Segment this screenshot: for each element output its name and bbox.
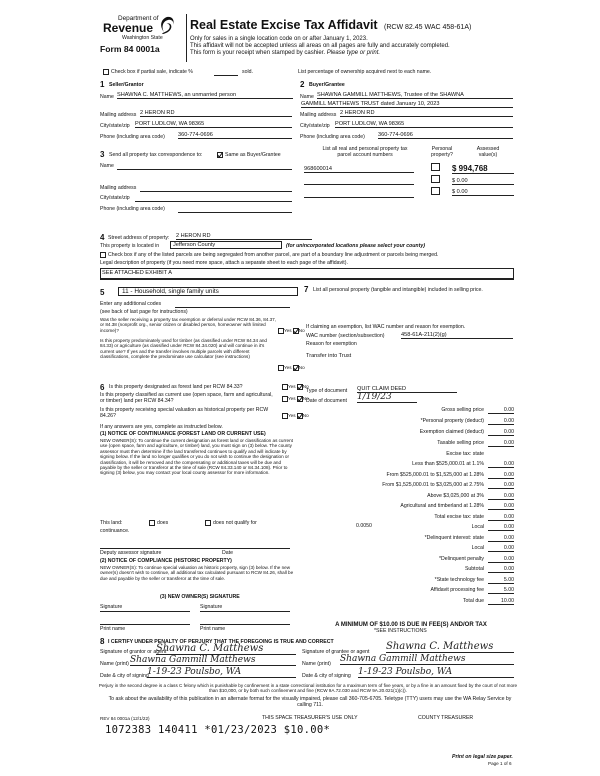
q1-yes-no: Yes No (278, 328, 305, 334)
grantee-name-print[interactable]: Shawna Gammill Matthews (340, 654, 514, 665)
s6q1-yes-no: Yes No (282, 384, 309, 390)
minimum-due-note: A MINIMUM OF $10.00 IS DUE IN FEE(S) AND/OR TAX (335, 622, 487, 628)
seller-address-label: Mailing address (100, 112, 137, 118)
revision-label: REV 84 0001a (12/1/22) (100, 716, 150, 721)
this-land-label: This land: (100, 520, 123, 526)
tax-row-value[interactable]: 0.00 (488, 461, 514, 468)
same-as-buyer-label: Same as Buyer/Grantee (225, 152, 281, 158)
new-owner-heading: (3) NEW OWNER(S) SIGNATURE (160, 594, 240, 600)
tax-row-label: Local (471, 524, 484, 530)
tax-row-label: *Personal property (deduct) (420, 418, 484, 424)
unincorporated-note: (for unincorporated locations please select your county) (286, 243, 425, 249)
corr-city-field[interactable] (135, 201, 292, 202)
tax-row-value[interactable]: 0.00 (488, 514, 514, 521)
deputy-date-label: Date (222, 550, 233, 556)
grantee-sig-label: Signature of grantee or agent (302, 649, 370, 655)
tax-row-value[interactable]: 5.00 (488, 587, 514, 594)
tax-row-value[interactable]: 0.00 (488, 493, 514, 500)
q2-no-checkbox[interactable] (293, 365, 299, 371)
statute: (RCW 82.45 WAC 458-61A) (384, 24, 472, 31)
check-mark-icon (297, 413, 303, 419)
note-receipt: This form is your receipt when stamped by cashier. Please type or print. (190, 50, 381, 56)
parcel-number-1[interactable]: 968600014 (304, 166, 414, 173)
grantor-name-label: Name (print) (100, 661, 129, 667)
parcel-number-2[interactable] (304, 184, 414, 185)
section-7-number: 7 (304, 285, 309, 294)
tax-row-label: Taxable selling price (437, 440, 484, 446)
section6-q1: Is this property designated as forest land per RCW 84.33? (109, 384, 243, 390)
dept-label: Department of (118, 15, 159, 22)
grantor-date-city[interactable]: 1-19-23 Poulsbo, WA (147, 667, 296, 678)
segregated-label: Check box if any of the listed parcels are being segregated from another parcel, are part of a boundary line adjustment or parcels being merged. (108, 252, 439, 258)
grantor-sig-label: Signature of grantor or agent (100, 649, 167, 655)
reason-field[interactable]: Transfer into Trust (306, 353, 352, 359)
note-not-accepted: This affidavit will not be accepted unless all areas on all pages are fully and accurately completed. (190, 43, 450, 49)
seller-phone-field[interactable]: 360-774-0696 (178, 132, 292, 139)
does-not-label: does not qualify for (213, 520, 257, 526)
s6q1-no-checkbox[interactable] (297, 384, 303, 390)
corr-phone-field[interactable] (178, 212, 292, 213)
county-treasurer-label: COUNTY TREASURER (418, 715, 474, 721)
tax-row-value[interactable]: 0.00 (488, 418, 514, 425)
legal-paper-note: Print on legal size paper. (452, 754, 513, 760)
section-2-number: 2 (300, 80, 305, 89)
s6q2-yes-checkbox[interactable] (282, 396, 288, 402)
grantor-name-print[interactable]: Shawna Gammill Matthews (130, 655, 296, 666)
tax-row-value[interactable]: 0.00 (488, 482, 514, 489)
s6q3-no-checkbox[interactable] (297, 413, 303, 419)
does-not-checkbox[interactable] (205, 520, 211, 526)
tax-row-label: Gross selling price (441, 407, 484, 413)
revenue-wordmark: Revenue (103, 21, 154, 35)
assessed-value-1[interactable]: $ 994,768 (452, 164, 514, 174)
tax-row-label: Total due (462, 598, 484, 604)
corr-name-label: Name (100, 163, 114, 169)
certify-statement: I CERTIFY UNDER PENALTY OF PERJURY THAT THE FOREGOING IS TRUE AND CORRECT (108, 639, 334, 645)
buyer-address-label: Mailing address (300, 112, 337, 118)
grantor-signature[interactable]: Shawna C. Matthews (156, 643, 296, 655)
street-address-label: Street address of property: (108, 235, 170, 241)
new-owner-signature-1[interactable] (100, 611, 190, 612)
legal-textarea-frame (100, 268, 514, 279)
assessed-value-3[interactable]: $ 0.00 (452, 189, 514, 196)
partial-sale-percent-field[interactable] (214, 75, 238, 76)
page-number: Page 1 of 6 (488, 761, 512, 766)
same-as-buyer-checkbox[interactable] (217, 152, 223, 158)
note-only-sales: Only for sales in a single location code on or after January 1, 2023. (190, 36, 368, 42)
section-4-number: 4 (100, 233, 105, 242)
check-mark-icon (217, 152, 223, 158)
sold-label: sold. (242, 69, 253, 75)
buyer-heading: Buyer/Grantee (309, 82, 345, 88)
notice2-heading: (2) NOTICE OF COMPLIANCE (HISTORIC PROPERTY) (100, 558, 232, 564)
s6q3-yes-checkbox[interactable] (282, 413, 288, 419)
treasurer-stamp: 1072383 140411 *01/23/2023 $10.00* (105, 724, 331, 736)
seller-address-field[interactable]: 2 HERON RD (140, 110, 292, 117)
deputy-signature-field[interactable] (100, 548, 290, 549)
section5-q1: Was the seller receiving a property tax exemption or deferral under RCW 84.36, 84.37, or 84.38 (nonprofit org., senior citizen or disabled person, homeowner with limited income)? (100, 317, 277, 333)
corr-name-field[interactable] (117, 169, 292, 170)
form-number: Form 84 0001a (100, 44, 160, 54)
continuance-label: continuance. (100, 528, 130, 534)
check-mark-icon (297, 396, 303, 402)
print-name-label-2: Print name (200, 626, 226, 632)
corr-city-label: City/state/zip (100, 195, 130, 201)
s6q2-no-checkbox[interactable] (297, 396, 303, 402)
seller-name-label: Name (100, 94, 114, 100)
see-back-note: (see back of last page for instructions) (100, 309, 188, 315)
land-use-code-select[interactable]: 11 - Household, single family units (118, 287, 298, 296)
county-select[interactable]: Jefferson County (170, 241, 282, 249)
tax-row-value[interactable]: 0.00 (488, 407, 514, 414)
title-block (190, 16, 520, 57)
s6q2-yes-no: Yes No (282, 396, 309, 402)
deputy-signature-label: Deputy assessor signature (100, 550, 162, 556)
seller-city-field[interactable]: PORT LUDLOW, WA 98365 (135, 121, 292, 128)
assessed-value-2[interactable]: $ 0.00 (452, 178, 514, 185)
partial-sale-checkbox[interactable] (103, 69, 109, 75)
corr-phone-label: Phone (including area code) (100, 206, 165, 212)
tax-row-label: From $525,000.01 to $1,525,000 at 1.28% (386, 472, 484, 478)
doc-date-label: Date of document (306, 398, 347, 404)
buyer-name-field-line1[interactable]: SHAWNA GAMMILL MATTHEWS, Trustee of the SHAWNA (317, 92, 513, 99)
signature-label-2: Signature (200, 604, 223, 610)
tax-row-label: *State technology fee (434, 577, 484, 583)
see-instructions-note: *SEE INSTRUCTIONS (374, 628, 427, 634)
correspondence-heading: Send all property tax correspondence to: (109, 152, 203, 158)
section-5-number: 5 (100, 288, 105, 297)
tax-row-value[interactable]: 0.00 (488, 472, 514, 479)
tax-row-value[interactable]: 0.00 (488, 566, 514, 573)
new-owner-print-2[interactable] (200, 624, 290, 625)
grantor-date-label: Date & city of signing (100, 673, 149, 679)
buyer-city-label: City/state/zip (300, 123, 330, 129)
new-owner-print-1[interactable] (100, 624, 190, 625)
q1-yes-checkbox[interactable] (278, 328, 284, 334)
tax-row-value[interactable]: 0.00 (488, 429, 514, 436)
tax-row-value[interactable]: 5.00 (488, 577, 514, 584)
tax-row-label: *Delinquent penalty (439, 556, 484, 562)
section-6-number: 6 (100, 383, 105, 392)
treasurer-use-label: THIS SPACE TREASURER'S USE ONLY (262, 715, 358, 721)
notice1-text: NEW OWNER(S): To continue the current designation as forest land or classification as current use (open space, farm and agriculture, or timber) land, you must sign on (3) below. The county assessor must then determine if the land transferred continues to qualify and will indicate by signing below. If the land no longer qualifies or you do not wish to continue the designation or classification, it will be removed and the compensating or additional taxes will be due and payable by the seller or transferor at the time of sale (RCW 84.33.140 or 84.34.108). Prior to signing (3) below, you may contact your local county assessor for more information. (100, 438, 293, 476)
section6-q3: Is this property receiving special valuation as historical property per RCW 84.26? (100, 407, 269, 419)
grantee-signature[interactable]: Shawna C. Matthews (386, 641, 514, 653)
corr-address-field[interactable] (140, 191, 292, 192)
wac-label: WAC number (section/subsection) (306, 333, 385, 339)
alt-format-notice: To ask about the availability of this publication in an alternate format for the visually impaired, please call 360-705-6705. Teletype (TTY) users may use the WA Relay Service by calling 711. (108, 696, 512, 708)
personal-property-checkbox-1[interactable] (431, 163, 440, 171)
perjury-notice: Perjury in the second degree is a class C felony which is punishable by confinement in a state correctional institution for a maximum term of five years, or by a fine in an amount fixed by the court of not more than $10,000, or by both such confinement and fine (RCW 9A.72.030 and RCW 9A.20.021(1)(c)). (98, 683, 518, 694)
tax-row-value[interactable]: 0.00 (488, 440, 514, 447)
parcel-col-heading: List all real and personal property tax parcel account numbers (322, 146, 408, 158)
personal-property-checkbox-2[interactable] (431, 175, 440, 183)
seller-city-label: City/state/zip (100, 123, 130, 129)
print-name-label-1: Print name (100, 626, 126, 632)
tax-row-label: Less than $525,000.01 at 1.1% (412, 461, 484, 467)
tax-row-value[interactable]: 0.00 (488, 545, 514, 552)
s6q3-yes-no: Yes No (282, 413, 309, 419)
signature-label-1: Signature (100, 604, 123, 610)
doc-type-label: Type of document (306, 388, 348, 394)
tax-row-label: From $1,525,000.01 to $3,025,000 at 2.75% (382, 482, 484, 488)
assessed-col-heading: Assessed value(s) (476, 146, 500, 158)
legal-description-text: SEE ATTACHED EXHIBIT A (102, 270, 172, 276)
section-3-number: 3 (100, 150, 105, 159)
buyer-address-field[interactable]: 2 HERON RD (340, 110, 513, 117)
tax-row-value[interactable]: 10.00 (488, 598, 514, 605)
parcel-number-3[interactable] (304, 197, 414, 198)
property-street-field[interactable]: 2 HERON RD (176, 233, 312, 240)
wac-number-field[interactable]: 458-61A-211(2)(g) (401, 332, 513, 339)
doc-type-field[interactable]: QUIT CLAIM DEED (357, 386, 457, 393)
tax-row-value[interactable]: 0.00 (488, 556, 514, 563)
tax-row-label: Above $3,025,000 at 3% (427, 493, 484, 499)
dor-swirl-icon (158, 16, 176, 36)
tax-row-label: Total excise tax: state (434, 514, 484, 520)
buyer-name-field-line2[interactable]: GAMMILL MATTHEWS TRUST dated January 10, 2023 (301, 101, 513, 108)
grantee-date-label: Date & city of signing (302, 673, 351, 679)
grantee-name-label: Name (print) (302, 661, 331, 667)
section-8-number: 8 (100, 637, 105, 646)
q2-yes-no: Yes No (278, 365, 305, 371)
notice2-text: NEW OWNER(S): To continue special valuation as historic property, sign (3) below. If the new owner(s) doesn't wish to continue, all additional tax calculated pursuant to RCW 84.26, shall be due and payable by the seller or transferor at the time of sale. (100, 565, 294, 581)
tax-row-label: Excise tax: state (446, 451, 484, 457)
buyer-phone-field[interactable]: 360-774-0696 (378, 132, 513, 139)
check-mark-icon (293, 365, 299, 371)
ownership-note: List percentage of ownership acquired next to each name. (298, 69, 432, 75)
q2-yes-checkbox[interactable] (278, 365, 284, 371)
tax-row-label: Affidavit processing fee (430, 587, 484, 593)
partial-sale-label: Check box if partial sale, indicate % (111, 69, 193, 75)
dor-logo (100, 14, 184, 64)
buyer-city-field[interactable]: PORT LUDLOW, WA 98365 (335, 121, 513, 128)
form-title: Real Estate Excise Tax Affidavit (190, 18, 378, 32)
header-divider (186, 14, 187, 62)
does-checkbox[interactable] (149, 520, 155, 526)
tax-row-value[interactable]: 0.00 (488, 503, 514, 510)
does-label: does (157, 520, 169, 526)
section6-q2: Is this property classified as current use (open space, farm and agricultural, or timber) land per RCW 84.34? (100, 392, 273, 404)
section6-instructions: If any answers are yes, complete as instructed below. (100, 424, 223, 430)
additional-codes-label: Enter any additional codes (100, 301, 162, 307)
personal-property-checkbox-3[interactable] (431, 187, 440, 195)
located-in-label: This property is located in (100, 243, 160, 249)
notice1-heading: (1) NOTICE OF CONTINUANCE (FOREST LAND OR CURRENT USE) (100, 431, 266, 437)
tax-row-label: *Delinquent interest: state (424, 535, 484, 541)
tax-row-label: Exemption claimed (deduct) (419, 429, 484, 435)
section-1-number: 1 (100, 80, 105, 89)
q1-no-checkbox[interactable] (293, 328, 299, 334)
legal-description-label: Legal description of property (if you need more space, attach a separate sheet to each page of the affidavit). (100, 260, 348, 266)
personal-col-heading: Personal property? (431, 146, 453, 158)
tax-row-label: Subtotal (464, 566, 484, 572)
tax-row-label: Local (471, 545, 484, 551)
seller-phone-label: Phone (including area code) (100, 134, 165, 140)
reason-label: Reason for exemption (306, 341, 357, 347)
doc-date-field[interactable]: 1/19/23 (357, 392, 417, 403)
tax-row-value[interactable]: 0.00 (488, 524, 514, 531)
additional-codes-field[interactable] (175, 307, 290, 308)
new-owner-signature-2[interactable] (200, 611, 290, 612)
s6q1-yes-checkbox[interactable] (282, 384, 288, 390)
tax-row-label: Agricultural and timberland at 1.28% (400, 503, 484, 509)
local-rate: 0.0050 (356, 523, 372, 529)
seller-name-field[interactable]: SHAWNA C. MATTHEWS, an unmarried person (117, 92, 293, 99)
state-label: Washington State (122, 35, 163, 41)
buyer-phone-label: Phone (including area code) (300, 134, 365, 140)
exemption-label: If claiming an exemption, list WAC number and reason for exemption. (306, 324, 466, 330)
section5-q2: Is this property predominately used for timber (as classified under RCW 84.34 and 84.33) or agriculture (as classified under RCW 84.34.020) and will continue in it's current use? If yes and the transfer involves multiple parcels with different classifications, complete the predominate use calculator (see instructions) (100, 338, 267, 360)
segregated-checkbox[interactable] (100, 252, 106, 258)
buyer-name-label: Name (300, 94, 314, 100)
grantee-date-city[interactable]: 1-19-23 Poulsbo, WA (358, 667, 514, 678)
seller-heading: Seller/Grantor (109, 82, 144, 88)
personal-property-label: List all personal property (tangible and intangible) included in selling price. (313, 287, 483, 293)
check-mark-icon (293, 328, 299, 334)
check-mark-icon (297, 384, 303, 390)
tax-row-value[interactable]: 0.00 (488, 535, 514, 542)
corr-address-label: Mailing address (100, 185, 137, 191)
